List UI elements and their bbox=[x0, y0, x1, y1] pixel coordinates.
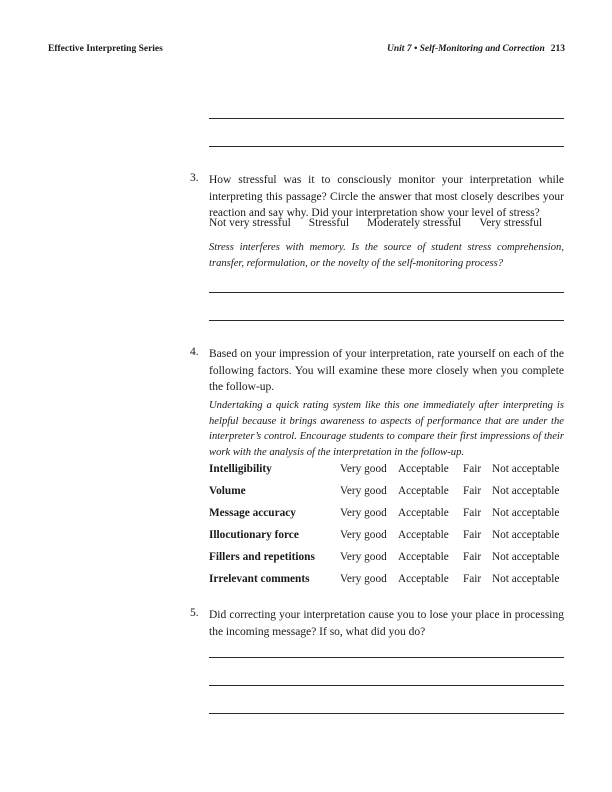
rating-option[interactable]: Not acceptable bbox=[492, 485, 560, 497]
answer-line bbox=[209, 320, 564, 321]
answer-line bbox=[209, 118, 564, 119]
stress-option[interactable]: Moderately stressful bbox=[367, 217, 462, 229]
rating-option[interactable]: Acceptable bbox=[398, 463, 449, 475]
rating-option[interactable]: Not acceptable bbox=[492, 573, 560, 585]
answer-line bbox=[209, 292, 564, 293]
rating-option[interactable]: Fair bbox=[463, 463, 482, 475]
rating-table bbox=[209, 458, 569, 590]
running-header-unit bbox=[387, 44, 565, 54]
rating-option[interactable]: Very good bbox=[340, 463, 387, 475]
answer-line bbox=[209, 657, 564, 658]
stress-option[interactable]: Stressful bbox=[308, 217, 350, 229]
rating-row bbox=[209, 568, 569, 590]
rating-option[interactable]: Acceptable bbox=[398, 485, 449, 497]
question-4-number: 4. bbox=[190, 346, 199, 358]
question-5-number: 5. bbox=[190, 607, 199, 619]
rating-factor-label: Illocutionary force bbox=[209, 529, 299, 541]
rating-option[interactable]: Fair bbox=[463, 485, 482, 497]
stress-option[interactable]: Not very stressful bbox=[209, 217, 291, 229]
rating-option[interactable]: Very good bbox=[340, 529, 387, 541]
rating-option[interactable]: Fair bbox=[463, 573, 482, 585]
rating-option[interactable]: Not acceptable bbox=[492, 507, 560, 519]
rating-row bbox=[209, 480, 569, 502]
rating-option[interactable]: Very good bbox=[340, 551, 387, 563]
rating-option[interactable]: Acceptable bbox=[398, 573, 449, 585]
rating-option[interactable]: Very good bbox=[340, 485, 387, 497]
question-5-text: Did correcting your interpretation cause you to lose your place in processing the incoming message? If so, what did you do? bbox=[209, 609, 564, 638]
question-4-instructor-note: Undertaking a quick rating system like this one immediately after interpreting is helpful because it brings awareness to aspects of performance that are under the interpreter’s control. Encourage students to compare their first impressions of their work with the analysis of the interpretation in the follow-up. bbox=[209, 400, 564, 458]
question-4-text: Based on your impression of your interpretation, rate yourself on each of the following factors. You will examine these more closely when you complete the follow-up. bbox=[209, 348, 564, 393]
rating-factor-label: Message accuracy bbox=[209, 507, 296, 519]
question-3-instructor-note: Stress interferes with memory. Is the source of student stress comprehension, transfer, reformulation, or the novelty of the self-monitoring process? bbox=[209, 242, 564, 269]
rating-option[interactable]: Fair bbox=[463, 529, 482, 541]
rating-factor-label: Volume bbox=[209, 485, 246, 497]
rating-row bbox=[209, 546, 569, 568]
rating-row bbox=[209, 458, 569, 480]
rating-factor-label: Irrelevant comments bbox=[209, 573, 310, 585]
rating-option[interactable]: Not acceptable bbox=[492, 463, 560, 475]
unit-title: Unit 7 • Self-Monitoring and Correction bbox=[387, 44, 545, 54]
question-3-number: 3. bbox=[190, 172, 199, 184]
rating-option[interactable]: Fair bbox=[463, 551, 482, 563]
rating-option[interactable]: Fair bbox=[463, 507, 482, 519]
answer-line bbox=[209, 713, 564, 714]
rating-option[interactable]: Acceptable bbox=[398, 529, 449, 541]
page-number: 213 bbox=[550, 44, 565, 54]
rating-option[interactable]: Very good bbox=[340, 507, 387, 519]
answer-line bbox=[209, 685, 564, 686]
answer-line bbox=[209, 146, 564, 147]
rating-option[interactable]: Acceptable bbox=[398, 507, 449, 519]
stress-option[interactable]: Very stressful bbox=[479, 217, 543, 229]
rating-option[interactable]: Not acceptable bbox=[492, 529, 560, 541]
rating-factor-label: Fillers and repetitions bbox=[209, 551, 315, 563]
rating-option[interactable]: Not acceptable bbox=[492, 551, 560, 563]
rating-option[interactable]: Very good bbox=[340, 573, 387, 585]
rating-factor-label: Intelligibility bbox=[209, 463, 272, 475]
rating-option[interactable]: Acceptable bbox=[398, 551, 449, 563]
running-header-series: Effective Interpreting Series bbox=[48, 44, 163, 54]
stress-options bbox=[209, 217, 560, 229]
rating-row bbox=[209, 502, 569, 524]
rating-row bbox=[209, 524, 569, 546]
question-3-text: How stressful was it to consciously monitor your interpretation while interpreting this passage? Circle the answer that most closely describes your reaction and say why. Did your interpretation show your level of stress? bbox=[209, 174, 564, 219]
